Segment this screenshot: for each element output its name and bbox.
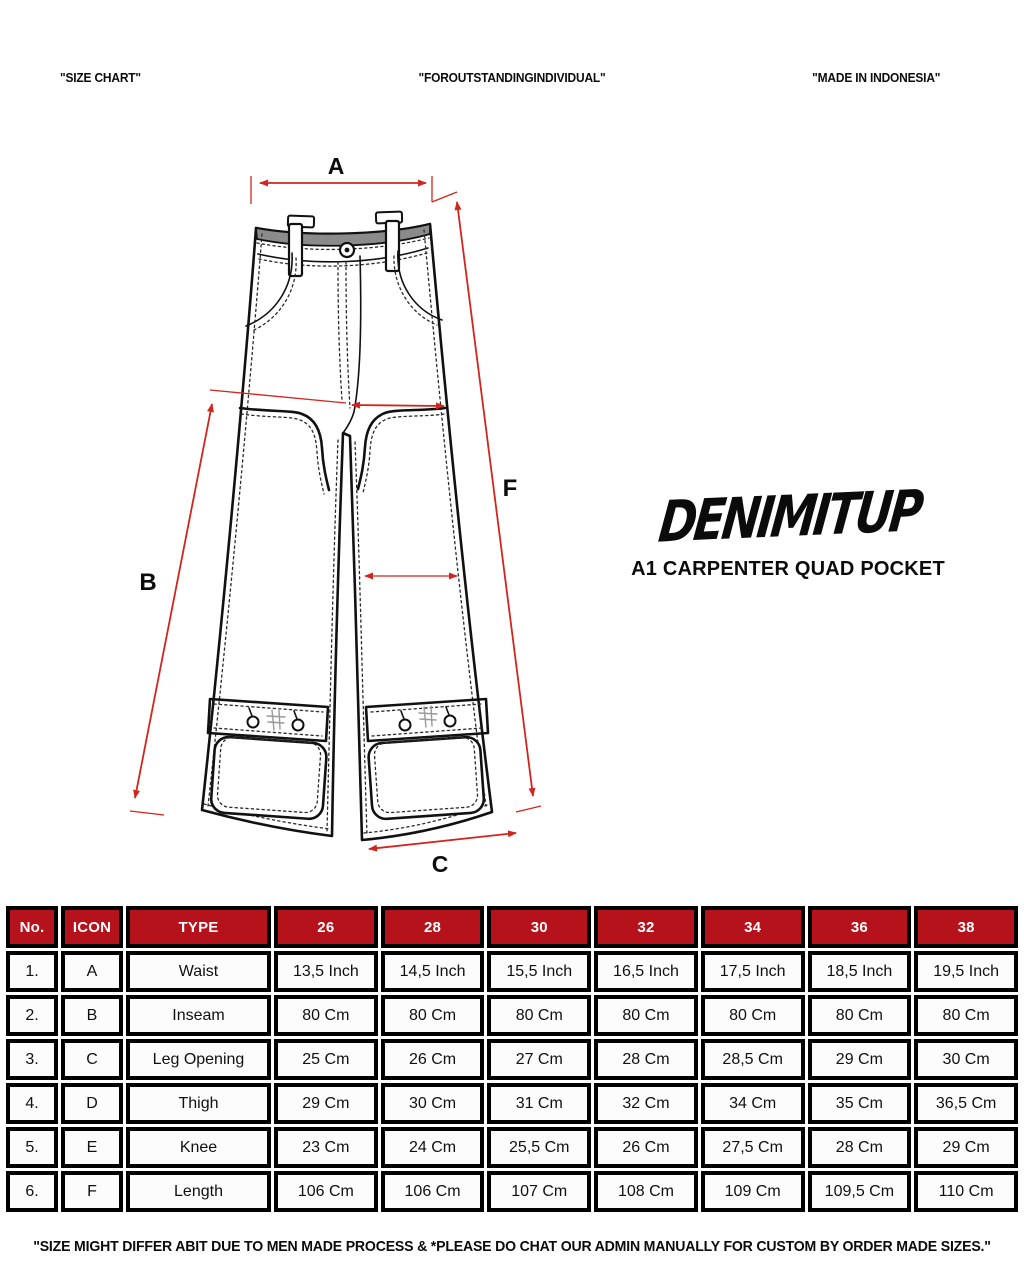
- table-cell: 80 Cm: [914, 995, 1018, 1036]
- table-cell: C: [61, 1039, 123, 1080]
- size-column-header-30: 30: [487, 906, 591, 948]
- size-column-header-34: 34: [701, 906, 805, 948]
- table-cell: 28,5 Cm: [701, 1039, 805, 1080]
- table-cell: 35 Cm: [808, 1083, 912, 1124]
- hem-flap-left: [208, 699, 328, 741]
- size-column-header-28: 28: [381, 906, 485, 948]
- dim-label-c: C: [431, 851, 449, 877]
- size-table-wrap: [3, 903, 1021, 1215]
- header-size-chart-label: "SIZE CHART": [60, 70, 141, 85]
- table-cell: 80 Cm: [381, 995, 485, 1036]
- table-cell: 4.: [6, 1083, 58, 1124]
- table-cell: 28 Cm: [808, 1127, 912, 1168]
- table-cell: 108 Cm: [594, 1171, 698, 1212]
- knee-panel-left: [240, 408, 329, 494]
- table-cell: 24 Cm: [381, 1127, 485, 1168]
- top-header-bar: [0, 70, 1024, 92]
- knee-panel-right: [358, 408, 445, 493]
- table-cell: 13,5 Inch: [274, 951, 378, 992]
- table-cell: Thigh: [126, 1083, 271, 1124]
- table-cell: 80 Cm: [274, 995, 378, 1036]
- table-cell: 31 Cm: [487, 1083, 591, 1124]
- table-cell: E: [61, 1127, 123, 1168]
- pants-technical-drawing: [110, 150, 560, 890]
- size-table-body: [6, 951, 1018, 1212]
- size-column-header-26: 26: [274, 906, 378, 948]
- hem-flap-right: [366, 699, 488, 741]
- table-row: [6, 1083, 1018, 1124]
- table-cell: 29 Cm: [914, 1127, 1018, 1168]
- table-cell: 36,5 Cm: [914, 1083, 1018, 1124]
- table-cell: 27 Cm: [487, 1039, 591, 1080]
- table-cell: 3.: [6, 1039, 58, 1080]
- brand-logo: DENIMITUP: [655, 478, 924, 556]
- dim-label-b: B: [139, 569, 157, 596]
- table-cell: A: [61, 951, 123, 992]
- table-cell: 15,5 Inch: [487, 951, 591, 992]
- table-cell: Knee: [126, 1127, 271, 1168]
- table-cell: 80 Cm: [594, 995, 698, 1036]
- table-cell: 27,5 Cm: [701, 1127, 805, 1168]
- table-cell: Leg Opening: [126, 1039, 271, 1080]
- table-cell: 106 Cm: [381, 1171, 485, 1212]
- cargo-pocket-right: [368, 736, 485, 820]
- waistband-top: [256, 224, 430, 246]
- size-table: [3, 903, 1021, 1215]
- table-cell: 107 Cm: [487, 1171, 591, 1212]
- table-cell: 80 Cm: [701, 995, 805, 1036]
- table-cell: 80 Cm: [487, 995, 591, 1036]
- table-cell: 106 Cm: [274, 1171, 378, 1212]
- table-cell: 5.: [6, 1127, 58, 1168]
- brand-block: [628, 478, 948, 581]
- pants-outline: [202, 212, 492, 840]
- table-cell: 29 Cm: [274, 1083, 378, 1124]
- table-cell: 80 Cm: [808, 995, 912, 1036]
- table-row: [6, 1127, 1018, 1168]
- cargo-pocket-left: [210, 736, 327, 820]
- table-cell: 30 Cm: [381, 1083, 485, 1124]
- table-cell: 28 Cm: [594, 1039, 698, 1080]
- table-cell: 110 Cm: [914, 1171, 1018, 1212]
- table-cell: 17,5 Inch: [701, 951, 805, 992]
- table-cell: 26 Cm: [594, 1127, 698, 1168]
- table-cell: 32 Cm: [594, 1083, 698, 1124]
- size-column-header-no: No.: [6, 906, 58, 948]
- table-cell: 25 Cm: [274, 1039, 378, 1080]
- table-cell: 23 Cm: [274, 1127, 378, 1168]
- size-table-head-row: [6, 906, 1018, 948]
- measure-arrow-thigh: [352, 405, 444, 406]
- table-cell: 30 Cm: [914, 1039, 1018, 1080]
- size-column-header-38: 38: [914, 906, 1018, 948]
- size-column-header-36: 36: [808, 906, 912, 948]
- table-cell: Waist: [126, 951, 271, 992]
- table-cell: D: [61, 1083, 123, 1124]
- footer-disclaimer: "SIZE MIGHT DIFFER ABIT DUE TO MEN MADE PROCESS & *PLEASE DO CHAT OUR ADMIN MANUALLY FOR CUSTOM BY ORDER MADE SIZES.": [33, 1238, 991, 1255]
- table-row: [6, 995, 1018, 1036]
- table-cell: 109,5 Cm: [808, 1171, 912, 1212]
- dim-label-a: A: [327, 153, 345, 179]
- table-cell: Length: [126, 1171, 271, 1212]
- table-cell: 18,5 Inch: [808, 951, 912, 992]
- table-row: [6, 1039, 1018, 1080]
- table-row: [6, 1171, 1018, 1212]
- table-cell: 109 Cm: [701, 1171, 805, 1212]
- product-name: A1 CARPENTER QUAD POCKET: [631, 558, 945, 580]
- dim-label-f: F: [502, 475, 518, 502]
- table-cell: F: [61, 1171, 123, 1212]
- measure-arrow-b: [135, 404, 212, 798]
- table-cell: 19,5 Inch: [914, 951, 1018, 992]
- table-cell: 2.: [6, 995, 58, 1036]
- table-cell: Inseam: [126, 995, 271, 1036]
- size-column-header-icon: ICON: [61, 906, 123, 948]
- measure-arrow-f: [457, 202, 533, 796]
- table-cell: 25,5 Cm: [487, 1127, 591, 1168]
- table-cell: 16,5 Inch: [594, 951, 698, 992]
- header-made-in-label: "MADE IN INDONESIA": [811, 70, 940, 85]
- table-cell: 26 Cm: [381, 1039, 485, 1080]
- table-cell: 6.: [6, 1171, 58, 1212]
- table-cell: 1.: [6, 951, 58, 992]
- table-row: [6, 951, 1018, 992]
- table-cell: B: [61, 995, 123, 1036]
- header-slogan-label: "FOROUTSTANDINGINDIVIDUAL": [418, 70, 606, 85]
- belt-loop: [386, 221, 399, 271]
- size-column-header-32: 32: [594, 906, 698, 948]
- table-cell: 34 Cm: [701, 1083, 805, 1124]
- table-cell: 14,5 Inch: [381, 951, 485, 992]
- size-column-header-type: TYPE: [126, 906, 271, 948]
- table-cell: 29 Cm: [808, 1039, 912, 1080]
